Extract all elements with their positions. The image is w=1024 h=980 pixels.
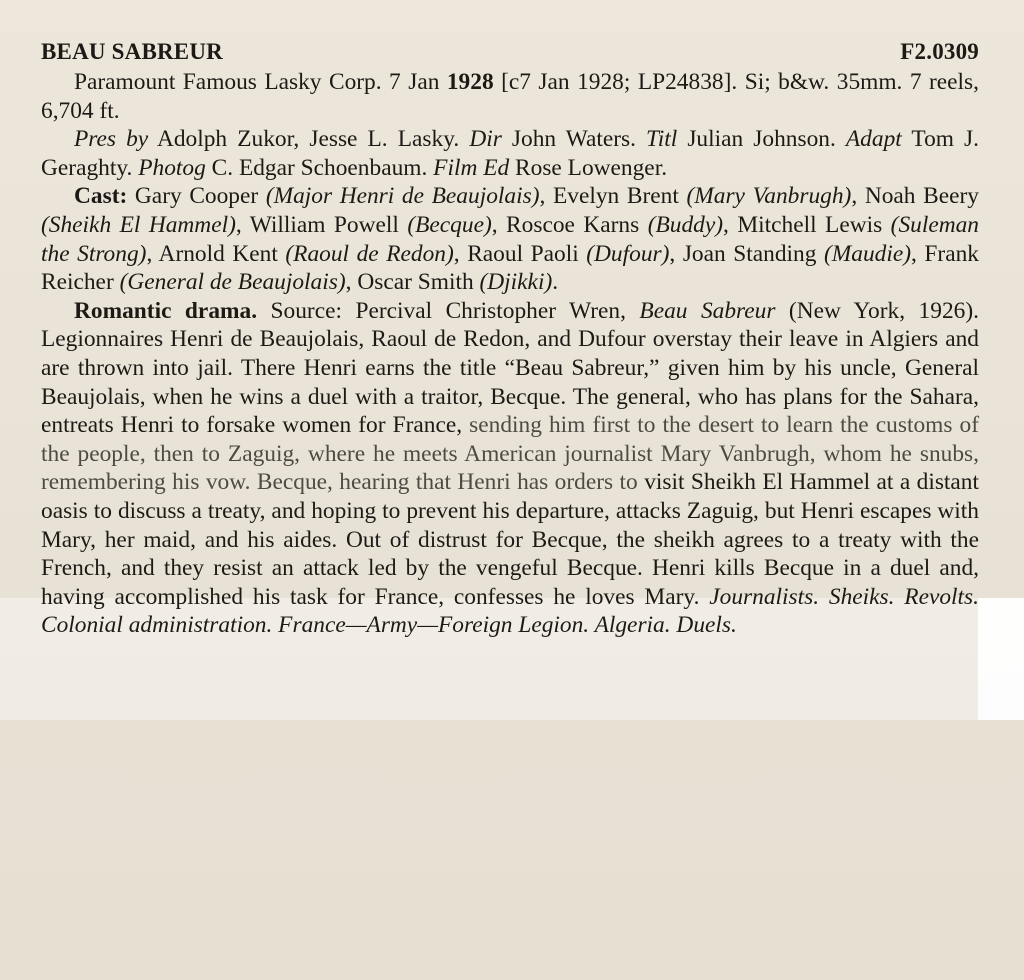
production-company: Paramount Famous Lasky Corp. 7 Jan: [74, 69, 447, 95]
credit-role: Pres by: [74, 126, 149, 153]
entry-header: [41, 38, 979, 68]
cast-separator: ,: [539, 183, 546, 210]
credit-role: Film Ed: [433, 154, 510, 181]
production-info: [41, 68, 979, 125]
cast-separator: ,: [669, 240, 676, 267]
cast-actor: Noah Beery: [857, 183, 979, 210]
cast-separator: ,: [851, 183, 858, 210]
film-format: b&w. 35mm. 7 reels, 6,704 ft.: [41, 69, 979, 124]
synopsis-paragraph: [41, 297, 979, 640]
credit-name: John Waters.: [501, 126, 647, 153]
cast-actor: William Powell: [241, 211, 408, 238]
credit-name: C. Edgar Schoenbaum.: [205, 154, 434, 181]
production-year: 1928: [446, 69, 494, 95]
cast-actor: Joan Standing: [675, 240, 824, 267]
cast-separator: ,: [235, 211, 242, 238]
credit-name: Julian Johnson.: [677, 126, 846, 153]
cast-separator: ,: [911, 240, 917, 267]
cast-actor: Roscoe Karns: [497, 211, 648, 238]
cast-separator: ,: [723, 211, 729, 238]
subject-headings: Journalists. Sheiks. Revolts. Colonial administration. France—Army—Foreign Legion. Algeria. Duels.: [41, 583, 979, 639]
cast-separator: ,: [453, 240, 460, 267]
cast-paragraph: [41, 182, 979, 296]
catalog-number: F2.0309: [900, 39, 979, 64]
cast-character: (Raoul de Redon): [285, 240, 454, 267]
cast-actor: Arnold Kent: [152, 240, 286, 267]
cast-actor: Oscar Smith: [351, 269, 480, 296]
credit-role: Photog: [138, 154, 206, 181]
cast-separator: ,: [146, 240, 153, 267]
credit-role: Titl: [646, 126, 678, 153]
cast-character: (Mary Vanbrugh): [686, 183, 852, 210]
film-entry: [41, 38, 979, 640]
cast-actor: Raoul Paoli: [459, 240, 587, 267]
cast-separator: ,: [491, 211, 498, 238]
genre-label: Romantic drama.: [74, 297, 258, 324]
credit-role: Adapt: [845, 126, 902, 153]
cast-character: (Sheikh El Hammel): [41, 211, 236, 238]
cast-label: Cast:: [74, 183, 128, 210]
cast-separator: .: [552, 269, 559, 296]
page-bleed-edge: [978, 598, 1024, 720]
credit-name: Tom J. Geraghty.: [41, 126, 979, 181]
cast-character: (Dufour): [586, 240, 670, 267]
synopsis-text-end: visit Sheikh El Hammel at a distant oasis to discuss a treaty, and hoping to prevent his departure, attacks Zaguig, but Henri escapes with Mary, her maid, and his aides. Out of distrust for Becque, the sheikh agrees to a treaty with the French, and they resist an attack led by the vengeful Becque. Henri kills Becque in a duel and, having accomplished his task for France, confesses he loves Mary.: [41, 469, 980, 610]
cast-separator: ,: [345, 269, 352, 296]
cast-character: (Becque): [407, 211, 492, 238]
source-prefix: Source: Percival Christopher Wren,: [257, 297, 640, 324]
cast-character: (Buddy): [647, 211, 724, 238]
entry-title: BEAU SABREUR: [41, 39, 223, 64]
cast-actor: Frank Reicher: [41, 240, 979, 296]
credit-role: Dir: [469, 126, 502, 153]
credit-name: Adolph Zukor, Jesse L. Lasky.: [148, 126, 470, 153]
cast-character: (Djikki): [479, 269, 553, 296]
cast-character: (Maudie): [823, 240, 912, 267]
credits-paragraph: [41, 125, 979, 182]
synopsis-faded-text: sending him first to the desert to learn the customs of the people, then to Zaguig, where he meets American journalist Mary Vanbrugh, whom he snubs, remembering his vow. Becque, hearing that Henri has orders to: [41, 412, 979, 496]
credit-name: Rose Lowenger.: [509, 154, 668, 181]
cast-actor: Mitchell Lewis: [728, 211, 891, 238]
cast-character: (Major Henri de Beaujolais): [265, 183, 540, 210]
cast-character: (Suleman the Strong): [41, 211, 979, 267]
copyright-info: [c7 Jan 1928; LP24838]. Si;: [493, 69, 771, 95]
cast-actor: Gary Cooper: [127, 183, 266, 210]
synopsis-text: (New York, 1926). Legionnaires Henri de Beaujolais, Raoul de Redon, and Dufour overstay their leave in Algiers and are thrown into jail. There Henri earns the title “Beau Sabreur,” given him by his uncle, General Beaujolais, when he wins a duel with a traitor, Becque. The general, who has plans for the Sahara, entreats Henri to forsake women for France,: [41, 297, 979, 439]
source-title: Beau Sabreur: [639, 297, 776, 324]
cast-character: (General de Beaujolais): [119, 269, 346, 296]
cast-actor: Evelyn Brent: [545, 183, 687, 210]
